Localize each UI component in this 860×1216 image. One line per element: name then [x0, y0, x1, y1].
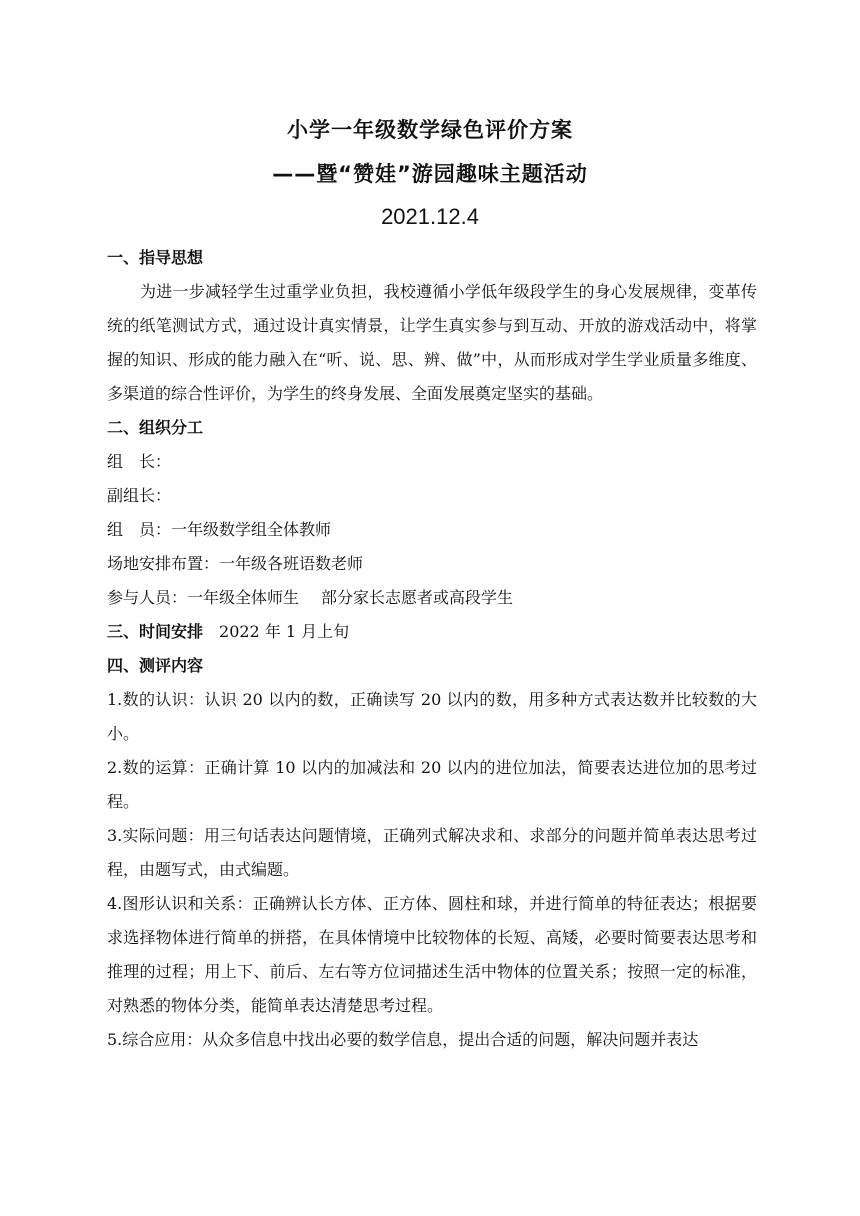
guiding-paragraph: 为进一步减轻学生过重学业负担，我校遵循小学低年级段学生的身心发展规律，变革传统的纸笔测试方式，通过设计真实情景，让学生真实参与到互动、开放的游戏活动中，将掌握的知识、形成的能力融入在“听、说、思、辨、做”中，从而形成对学生学业质量多维度、多渠道的综合性评价，为学生的终身发展、全面发展奠定坚实的基础。: [107, 282, 757, 403]
content-item: 5.综合应用：从众多信息中找出必要的数学信息，提出合适的问题，解决问题并表达: [107, 1030, 699, 1049]
content-item: 1.数的认识：认识 20 以内的数，正确读写 20 以内的数，用多种方式表达数并比较数的大小。: [107, 690, 757, 743]
content-item: 4.图形认识和关系：正确辨认长方体、正方体、圆柱和球，并进行简单的特征表达；根据要求选择物体进行简单的拼搭，在具体情境中比较物体的长短、高矮，必要时简要表达思考和推理的过程；用上下、前后、左右等方位词描述生活中物体的位置关系；按照一定的标准，对熟悉的物体分类，能简单表达清楚思考过程。: [107, 894, 757, 1015]
document-date: 2021.12.4: [381, 204, 479, 229]
document-title: 小学一年级数学绿色评价方案: [287, 118, 573, 142]
org-members: 组 员：一年级数学组全体教师: [107, 520, 332, 539]
org-participants-extra: 部分家长志愿者或高段学生: [321, 588, 514, 607]
org-venue: 场地安排布置：一年级各班语数老师: [107, 554, 364, 573]
schedule-time: 2022 年 1 月上旬: [219, 622, 350, 641]
org-leader: 组 长：: [107, 452, 172, 471]
document-subtitle: ——暨“赞娃”游园趣味主题活动: [272, 162, 588, 186]
content-item: 2.数的运算：正确计算 10 以内的加减法和 20 以内的进位加法，简要表达进位加的思考过程。: [107, 758, 757, 811]
section-heading-guiding: 一、指导思想: [107, 248, 204, 267]
section-heading-content: 四、测评内容: [107, 656, 204, 675]
org-participants: [107, 581, 757, 615]
content-item: 3.实际问题：用三句话表达问题情境，正确列式解决求和、求部分的问题并简单表达思考过程，由题写式，由式编题。: [107, 826, 757, 879]
section-heading-schedule-row: [107, 615, 757, 649]
document-body: [107, 241, 757, 1057]
org-vice-leader: 副组长：: [107, 486, 172, 505]
section-heading-organization: 二、组织分工: [107, 418, 204, 437]
section-heading-schedule: 三、时间安排: [107, 622, 204, 641]
org-participants-label: 参与人员：一年级全体师生: [107, 588, 300, 607]
